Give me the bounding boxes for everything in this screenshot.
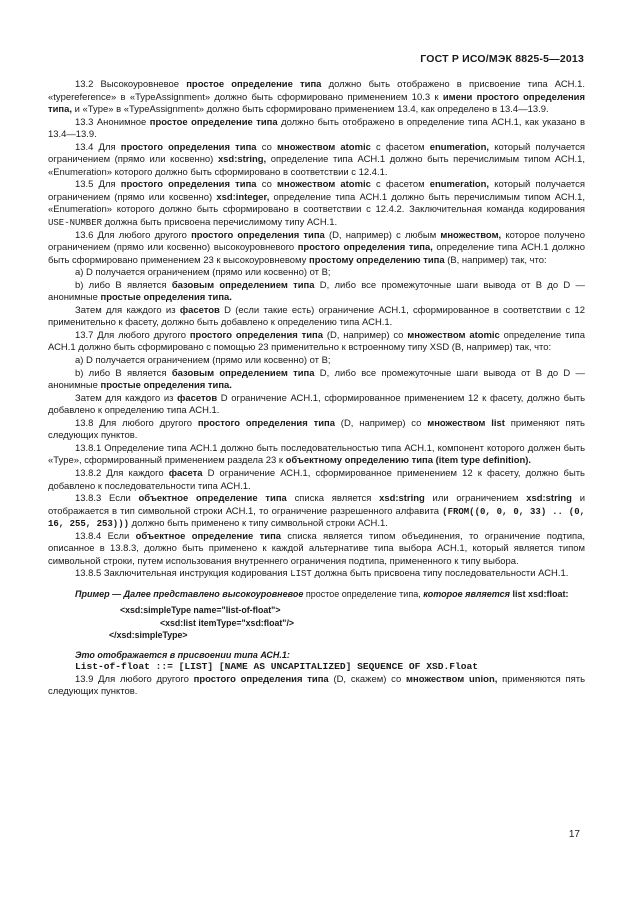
clause-13-9: 13.9 Для любого другого простого определения типа (D, скажем) со множеством union, применяются пять следующих пунктов. bbox=[48, 673, 586, 698]
clause-13-8-4: 13.8.4 Если объектное определение типа списка является типом объединения, то ограничение подтипа, описанное в 13.8.3, должно быть применено к каждой альтернативе типа выбора АСН.1, который является типом символьной строки, путем использования внутреннего ограничения подтипа, примененного к типу выбора. bbox=[48, 530, 585, 567]
clause-13-6-item-b: b) либо B является базовым определением типа D, либо все промежуточные шаги вывода от B до D — анонимные простые определения типа. bbox=[48, 279, 585, 304]
example-intro: Пример — Далее представлено высокоуровневое простое определение типа, которое является list xsd:float: bbox=[75, 588, 569, 599]
document-body bbox=[48, 79, 585, 699]
example-xsd-line-1: <xsd:simpleType name="list-of-float"> bbox=[120, 605, 281, 616]
clause-13-6-facets: Затем для каждого из фасетов D (если такие есть) ограничение АСН.1, сформированное в соответствии с 12 применительно к фасету, должно быть добавлено к определению типа АСН.1. bbox=[48, 304, 585, 329]
clause-13-7-item-a: a) D получается ограничением (прямо или косвенно) от B; bbox=[75, 355, 331, 367]
clause-13-2: 13.2 Высокоуровневое простое определение типа должно быть отображено в присвоение типа АСН.1. «typereference» в «TypeAssignment» должно быть сформировано применением 10.3 к имени простого определения типа, и «Type» в «TypeAssignment» должно быть сформировано применением 13.4, как определено в 13.4—13.9. bbox=[48, 79, 585, 116]
clause-13-7: 13.7 Для любого другого простого определения типа (D, например) со множеством atomic определение типа АСН.1 должно быть сформировано с помощью 23 применительно к встроенному типу XSD (B, например) так, что: bbox=[48, 329, 585, 354]
clause-13-7-item-b: b) либо B является базовым определением типа D, либо все промежуточные шаги вывода от B до D — анонимные простые определения типа. bbox=[48, 367, 585, 392]
example-asn1-assignment: List-of-float ::= [LIST] [NAME AS UNCAPITALIZED] SEQUENCE OF XSD.Float bbox=[75, 661, 479, 673]
clause-13-7-facets: Затем для каждого из фасетов D ограничение АСН.1, сформированное применением 12 к фасету, должно быть добавлено к определению типа АСН.1. bbox=[48, 392, 585, 417]
clause-13-8-5: 13.8.5 Заключительная инструкция кодирования LIST должна быть присвоена типу последовательности АСН.1. bbox=[75, 568, 569, 580]
clause-13-6: 13.6 Для любого другого простого определения типа (D, например) с любым множеством, которое получено ограничением (прямо или косвенно) высокоуровневого простого определения типа, определение типа АСН.1 должно быть сформировано применением 23 к высокоуровневому простому определению типа (B, например) так, что: bbox=[48, 229, 585, 266]
example-xsd-line-3: </xsd:simpleType> bbox=[109, 630, 188, 641]
example-maps-to: Это отображается в присвоении типа АСН.1: bbox=[75, 649, 290, 660]
clause-13-4: 13.4 Для простого определения типа со множеством atomic с фасетом enumeration, который получается ограничением (прямо или косвенно) xsd:string, определение типа АСН.1 должно быть перечислимым типом АСН.1, «Enumeration» которого должно быть сформировано в соответствии с 12.4.1. bbox=[48, 141, 586, 178]
clause-13-5: 13.5 Для простого определения типа со множеством atomic с фасетом enumeration, который получается ограничением (прямо или косвенно) xsd:integer, определение типа АСН.1 должно быть перечислимым типом АСН.1, «Enumeration» которого должно быть сформировано в соответствии с 12.4.2. Заключительная команда кодирования USE-NUMBER должна быть присвоена перечислимому типу АСН.1. bbox=[48, 179, 586, 229]
clause-13-8-3: 13.8.3 Если объектное определение типа списка является xsd:string или ограничением xsd:string и отображается в тип символьной строки АСН.1, то ограничение разрешенного алфавита (FROM((0, 0, 0, 33) .. (0, 16, 255, 253))) должно быть применено к типу символьной строки АСН.1. bbox=[48, 493, 585, 530]
clause-13-3: 13.3 Анонимное простое определение типа должно быть отображено в определение типа АСН.1, как указано в 13.4—13.9. bbox=[48, 116, 585, 141]
clause-13-6-item-a: a) D получается ограничением (прямо или косвенно) от B; bbox=[75, 267, 331, 279]
page-number: 17 bbox=[568, 829, 580, 840]
page-header-standard: ГОСТ Р ИСО/МЭК 8825-5—2013 bbox=[420, 53, 584, 65]
clause-13-8-1: 13.8.1 Определение типа АСН.1 должно быть последовательностью типа АСН.1, компонент которого должен быть «Type», сформированный применением раздела 23 к объектному определению типа (item type definition). bbox=[48, 442, 585, 467]
clause-13-8: 13.8 Для любого другого простого определения типа (D, например) со множеством list применяют пять следующих пунктов. bbox=[48, 417, 585, 442]
example-xsd-line-2: <xsd:list itemType="xsd:float"/> bbox=[160, 617, 295, 628]
clause-13-8-2: 13.8.2 Для каждого фасета D ограничение АСН.1, сформированное применением 12 к фасету, должно быть добавлено к последовательности типа АСН.1. bbox=[48, 467, 585, 492]
